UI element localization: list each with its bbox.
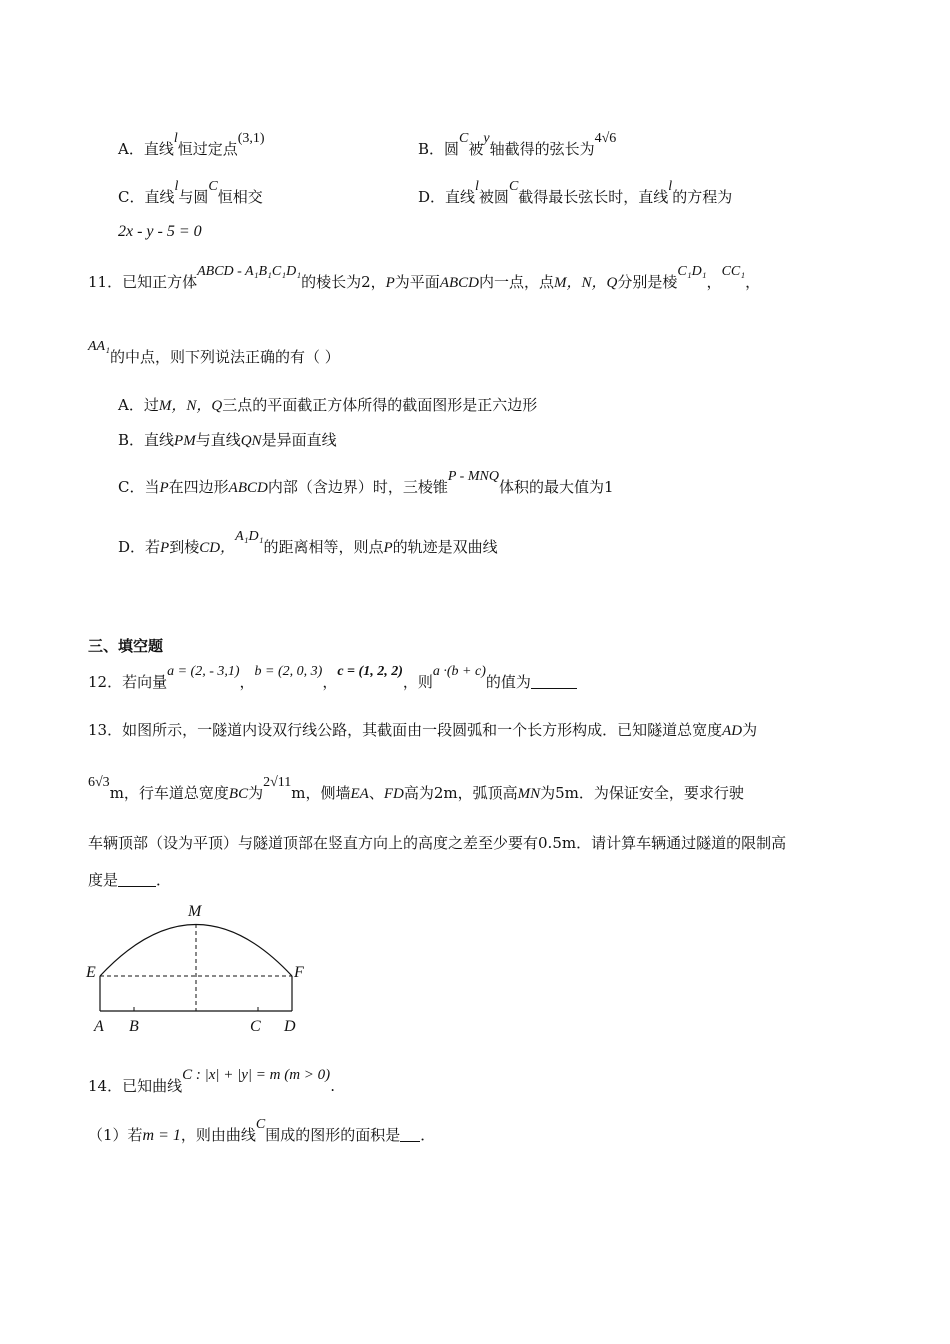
q13-line1: 13．如图所示，一隧道内设双行线公路，其截面由一段圆弧和一个长方形构成．已知隧道总宽度AD为 (88, 721, 758, 739)
q13-line4: 度是 ． (88, 871, 172, 889)
q11-option-c: C．当P在四边形ABCD内部（含边界）时，三棱锥P - MNQ体积的最大值为1 (118, 469, 614, 496)
q13-line2: 6√3m，行车道总宽度BC为2√11m，侧墙EA、FD高为2m，弧顶高MN为5m．为保证安全，要求行驶 (88, 775, 744, 802)
q10-d-equation: 2x - y - 5 = 0 (118, 223, 202, 240)
label-d: D (284, 1018, 296, 1035)
q11-option-b: B．直线PM与直线QN是异面直线 (118, 431, 337, 449)
q12: 12．若向量a = (2, - 3,1)，b = (2, 0, 3)，c = (1, 2, 2)，则a ·(b + c)的值为 (88, 672, 577, 694)
label-f: F (294, 964, 304, 981)
label-b: B (129, 1018, 139, 1035)
q11-option-a: A．过M，N，Q三点的平面截正方体所得的截面图形是正六边形 (118, 396, 538, 414)
section-title: 三、填空题 (88, 637, 164, 655)
label-a: A (94, 1018, 104, 1035)
q14-stem: 14．已知曲线C : |x| + |y| = m (m > 0). (88, 1067, 335, 1095)
tunnel-figure (84, 898, 314, 1040)
q11-stem-line2: AA₁的中点，则下列说法正确的有（ ） (88, 339, 340, 366)
q14-part1: （1）若m = 1，则由曲线C围成的图形的面积是 ． (88, 1117, 436, 1144)
q11-stem-line1: 11．已知正方体ABCD - A₁B₁C₁D₁的棱长为2，P为平面ABCD内一点，点M，N，Q分别是棱C₁D₁，CC₁， (88, 264, 761, 291)
q10-option-c: C．直线l与圆C恒相交 (118, 179, 263, 206)
q11-option-d: D．若P到棱CD，A₁D₁的距离相等，则点P的轨迹是双曲线 (118, 529, 498, 556)
q13-line3: 车辆顶部（设为平顶）与隧道顶部在竖直方向上的高度之差至少要有0.5m．请计算车辆通过隧道的限制高 (88, 834, 787, 852)
q10-option-a: A．直线l恒过定点(3,1) (118, 131, 265, 158)
label-m: M (188, 903, 202, 920)
q10-option-d: D．直线l被圆C截得最长弦长时，直线l的方程为 (418, 179, 733, 206)
label-c: C (250, 1018, 261, 1035)
q10-option-b: B．圆C被y轴截得的弦长为4√6 (418, 131, 617, 158)
label-e: E (86, 964, 96, 981)
